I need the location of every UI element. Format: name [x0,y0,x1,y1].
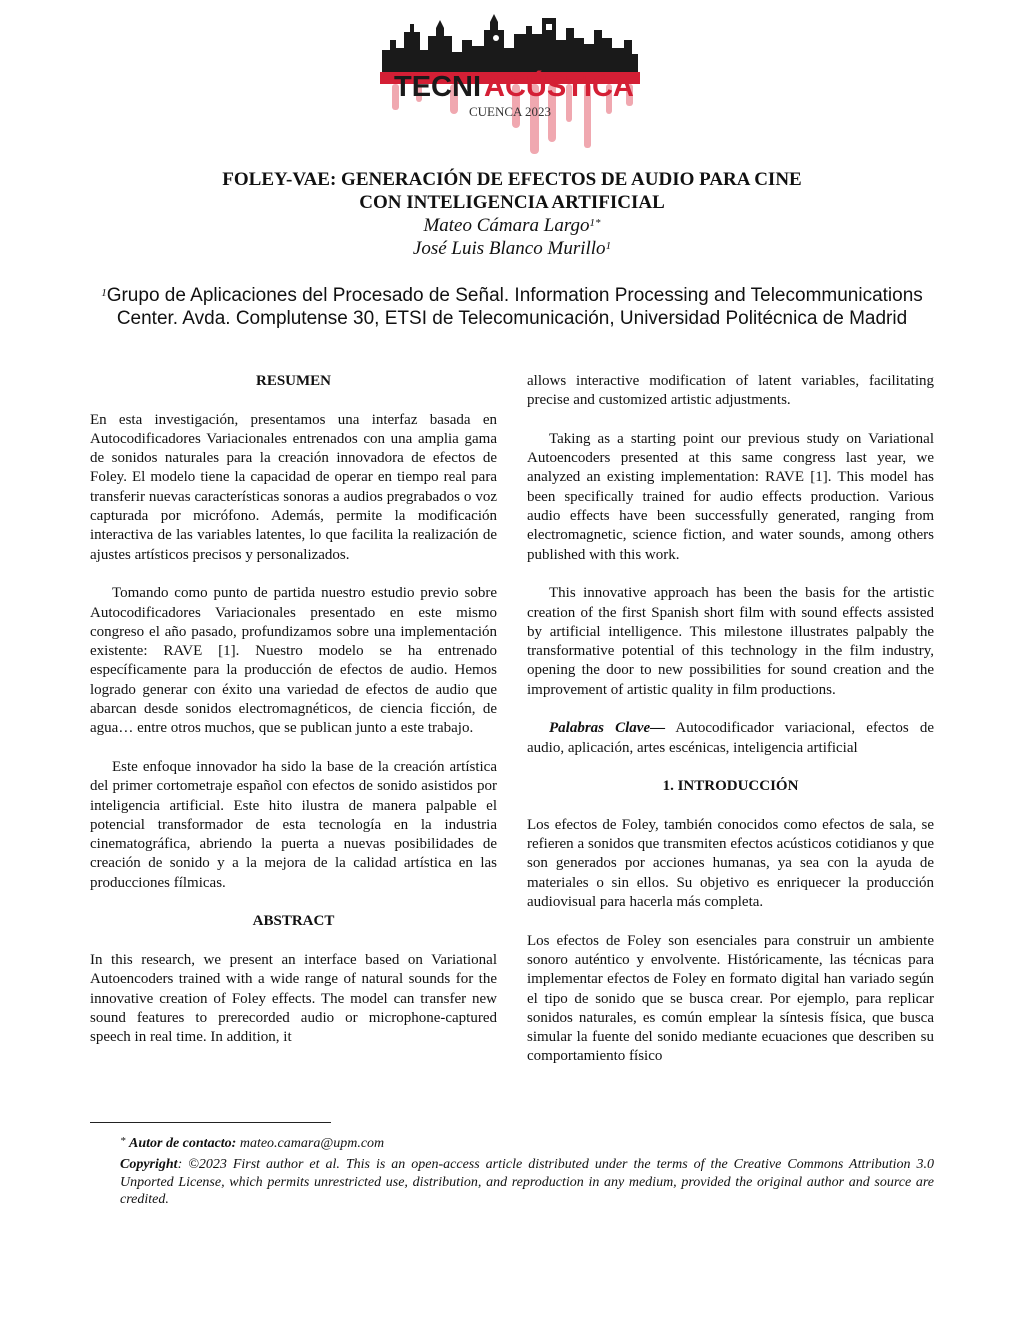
keywords [527,719,934,758]
abstract-paragraph-2: Taking as a starting point our previous study on Variational Autoencoders presented at this same congress last year, we analyzed an existing implementation: RAVE [1]. This model has been specifically trained for audio effects production. Various audio effects have been successfully generated, ranging from electromagnetic, science fiction, and water sounds, among others published with this work. [527,430,934,563]
abstract-heading: ABSTRACT [252,913,335,930]
author-1-mark: 1* [589,217,601,229]
introduction-heading: 1. INTRODUCCIÓN [662,778,799,795]
skyline-icon [382,14,638,72]
abstract-paragraph-1-continued: allows interactive modification of latent variables, facilitating precise and customized artistic adjustments. [527,373,934,409]
resumen-heading: RESUMEN [255,373,331,389]
right-column [527,372,934,1086]
contact-email: mateo.camara@upm.com [236,1136,385,1151]
resumen-paragraph-2: Tomando como punto de partida nuestro estudio previo sobre Autocodificadores Variacionales presentado en este mismo congreso el año pasado, profundizamos sobre una implementación existente: RAVE [1]. Nuestro modelo se ha entrenado específicamente para la producción de efectos de audio. Hemos logrado generar con éxito una variedad de efectos de audio que abarcan desde sonidos electromagnéticos, de ciencia ficción, de agua… entre otros muchos, que se publican junto a este trabajo. [90,585,497,737]
introduction-paragraph-2: Los efectos de Foley son esenciales para construir un ambiente sonoro auténtico y envolvente. Históricamente, las técnicas para implementar efectos de Foley en formato digital han variado según el tipo de sonido que se busca crear. Por ejemplo, para replicar sonidos naturales, es común emplear la síntesis física, que busca simular la fuente del sonido mediante ecuaciones que describen su comportamiento físico [527,932,934,1065]
author-1 [60,214,964,237]
introduction-paragraph-1: Los efectos de Foley, también conocidos como efectos de sala, se refieren a sonidos que transmiten efectos acústicos cotidianos y que son generados por acciones humanas, ya sea con la ayuda de materiales o sin ellos. Su objetivo es enriquecer la producción audiovisual para hacerla más completa. [527,816,934,911]
abstract-paragraph-3: This innovative approach has been the basis for the artistic creation of the first Spanish short film with sound effects assisted by artificial intelligence. This milestone illustrates palpably the transformative potential of this technology in the film industry, opening the door to new possibilities for sound creation and the improvement of artistic quality in film productions. [527,585,934,698]
author-2 [60,237,964,260]
tecniacustica-logo-graphic [380,10,640,160]
paper-title-line-1: FOLEY-VAE: GENERACIÓN DE EFECTOS DE AUDIO PARA CINE [222,169,802,190]
copyright-text: : ©2023 First author et al. This is an open-access article distributed under the terms of the Creative Commons Attribution 3.0 Unported License, which permits unrestricted use, distribution, and reproduction in any medium, provided the original author and source are credited. [120,1157,934,1207]
logo-word-tecni: TECNI [394,71,481,103]
keywords-label: Palabras Clave— [549,720,666,737]
conference-logo [380,10,640,160]
author-2-mark: 1 [605,240,612,252]
contact-footnote [120,1135,934,1153]
footnote-separator [90,1122,331,1123]
contact-mark: * [120,1135,126,1147]
affiliation [100,284,924,330]
copyright-footnote [120,1156,934,1209]
left-column [90,372,497,1067]
resumen-paragraph-1: En esta investigación, presentamos una interfaz basada en Autocodificadores Variacionales entrenados con una amplia gama de sonidos naturales para la creación innovadora de efectos de Foley. El modelo tiene la capacidad de operar en tiempo real para transferir nuevas características sonoras a audios pregrabados o voz capturada por micrófono. Además, permite la modificación interactiva de las variables latentes, lo que facilita la realización de ajustes artísticos precisos y personalizados. [90,411,497,563]
copyright-label: Copyright [120,1157,178,1172]
abstract-paragraph-1: In this research, we present an interface based on Variational Autoencoders trained with a wide range of natural sounds for the innovative creation of Foley effects. The model can transfer new sound features to prerecorded audio or microphone-captured speech in real time. In addition, it [90,951,497,1046]
affiliation-text: Grupo de Aplicaciones del Procesado de Señal. Information Processing and Telecommunications Center. Avda. Complutense 30, ETSI de Telecomunicación, Universidad Politécnica de Madrid [106,285,923,329]
paper-title-line-2: CON INTELIGENCIA ARTIFICIAL [359,192,665,213]
logo-word-acustica: ACÚSTICA [484,71,634,103]
author-2-name: José Luis Blanco Murillo [412,238,606,259]
logo-subtitle: CUENCA 2023 [469,104,551,119]
affiliation-mark: 1 [101,287,107,299]
resumen-paragraph-3: Este enfoque innovador ha sido la base de la creación artística del primer cortometraje español con efectos de sonido asistidos por inteligencia artificial. Este hito ilustra de manera palpable el potencial transformador de esta tecnología en la industria cinematográfica, abriendo la puerta a nuevas posibilidades de creación de sonido y a la mejora de la calidad artística en las producciones fílmicas. [90,758,497,891]
keywords-text: Autocodificador variacional, efectos de audio, aplicación, artes escénicas, inteligencia artificial [527,720,935,756]
author-1-name: Mateo Cámara Largo [423,215,590,236]
contact-label: Autor de contacto: [129,1136,237,1151]
